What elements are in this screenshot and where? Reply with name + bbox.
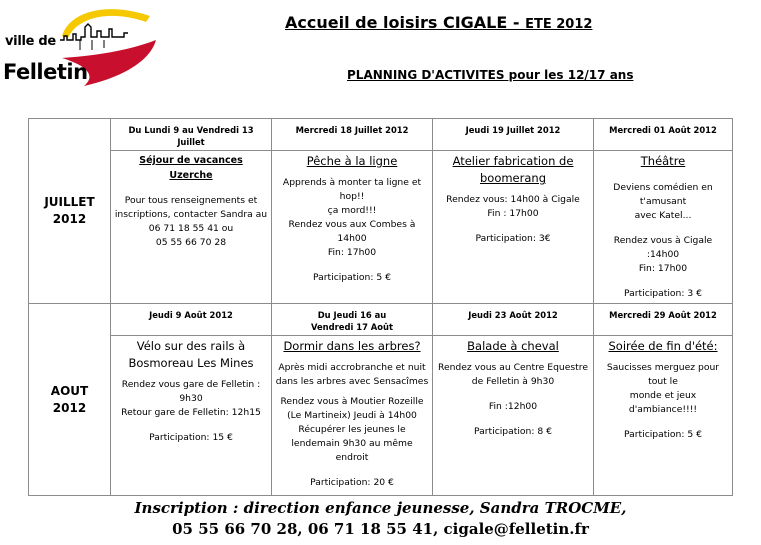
activity-title: Uzerche xyxy=(169,170,213,181)
activity-cell-peche: Pêche à la ligne Apprends à monter ta ligne et hop!! ça mord!!! Rendez vous aux Combes à 14h00 Fin: 17h00 Participation: 5 € xyxy=(272,151,433,304)
activity-cell-velorail: Vélo sur des rails à Bosmoreau Les Mines Rendez vous gare de Felletin : 9h30 Retour gare de Felletin: 12h15 Participation: 15 € xyxy=(111,336,272,496)
planning-table xyxy=(28,118,733,496)
participation-text: Participation: 3€ xyxy=(475,233,551,244)
activity-cell-sejour: Séjour de vacances Uzerche Pour tous renseignements et inscriptions, contacter Sandra au 06 71 18 55 41 ou 05 55 66 70 28 xyxy=(111,151,272,304)
date-cell: Mercredi 29 Août 2012 xyxy=(594,304,733,336)
activity-title: Théâtre xyxy=(640,154,686,168)
activity-title: Pêche à la ligne xyxy=(306,154,398,168)
table-row-august-activities xyxy=(29,336,733,496)
activity-title: boomerang xyxy=(479,171,546,185)
table-row-august-dates xyxy=(29,304,733,336)
activity-title: Dormir dans les arbres? xyxy=(283,339,421,353)
activity-cell-accrobranche: Dormir dans les arbres? Après midi accrobranche et nuit dans les arbres avec Sensacîmes Rendez vous à Moutier Rozeille (Le Martineix) Jeudi à 14h00 Récupérer les jeunes le lendemain 9h30 au même endroit Participation: 20 € xyxy=(272,336,433,496)
activity-title: Bosmoreau Les Mines xyxy=(128,356,254,370)
date-cell: Du Lundi 9 au Vendredi 13 Juillet xyxy=(111,119,272,151)
logo-line2: Felletin xyxy=(3,60,88,84)
activity-cell-theatre: Théâtre Deviens comédien en t'amusant avec Katel... Rendez vous à Cigale :14h00 Fin: 17h00 Participation: 3 € xyxy=(594,151,733,304)
title-season: ETE 2012 xyxy=(525,17,593,32)
date-cell: Jeudi 19 Juillet 2012 xyxy=(433,119,594,151)
date-cell: Mercredi 18 Juillet 2012 xyxy=(272,119,433,151)
footer-contacts: 05 55 66 70 28, 06 71 18 55 41, cigale@felletin.fr xyxy=(172,520,589,538)
participation-text: Participation: 8 € xyxy=(474,426,552,437)
table-row-july-activities xyxy=(29,151,733,304)
month-cell-july: JUILLET 2012 xyxy=(29,119,111,304)
logo-line1: ville de xyxy=(5,34,56,49)
activity-cell-soiree: Soirée de fin d'été: Saucisses merguez pour tout le monde et jeux d'ambiance!!!! Participation: 5 € xyxy=(594,336,733,496)
participation-text: Participation: 20 € xyxy=(310,477,394,488)
participation-text: Participation: 15 € xyxy=(149,432,233,443)
date-cell: Jeudi 23 Août 2012 xyxy=(433,304,594,336)
felletin-logo xyxy=(0,0,158,92)
activity-cell-cheval: Balade à cheval Rendez vous au Centre Equestre de Felletin à 9h30 Fin :12h00 Participation: 8 € xyxy=(433,336,594,496)
activity-title: Balade à cheval xyxy=(467,339,559,353)
date-cell: Jeudi 9 Août 2012 xyxy=(111,304,272,336)
date-cell: Du Jeudi 16 au Vendredi 17 Août xyxy=(272,304,433,336)
page-title: Accueil de loisirs CIGALE - ETE 2012 xyxy=(285,13,593,32)
footer-inscription: Inscription : direction enfance jeunesse, Sandra TROCME, xyxy=(134,499,627,517)
table-row-july-dates xyxy=(29,119,733,151)
date-cell: Mercredi 01 Août 2012 xyxy=(594,119,733,151)
page-subtitle: PLANNING D'ACTIVITES pour les 12/17 ans xyxy=(347,68,634,82)
activity-title: Séjour de vacances xyxy=(139,155,243,166)
participation-text: Participation: 5 € xyxy=(624,429,702,440)
month-cell-august: AOUT 2012 xyxy=(29,304,111,496)
activity-cell-boomerang: Atelier fabrication de boomerang Rendez vous: 14h00 à Cigale Fin : 17h00 Participation: 3€ xyxy=(433,151,594,304)
activity-title: Soirée de fin d'été: xyxy=(608,339,718,353)
activity-title: Atelier fabrication de xyxy=(452,154,574,168)
activity-title: Vélo sur des rails à xyxy=(136,339,246,353)
participation-text: Participation: 5 € xyxy=(313,272,391,283)
participation-text: Participation: 3 € xyxy=(624,288,702,299)
